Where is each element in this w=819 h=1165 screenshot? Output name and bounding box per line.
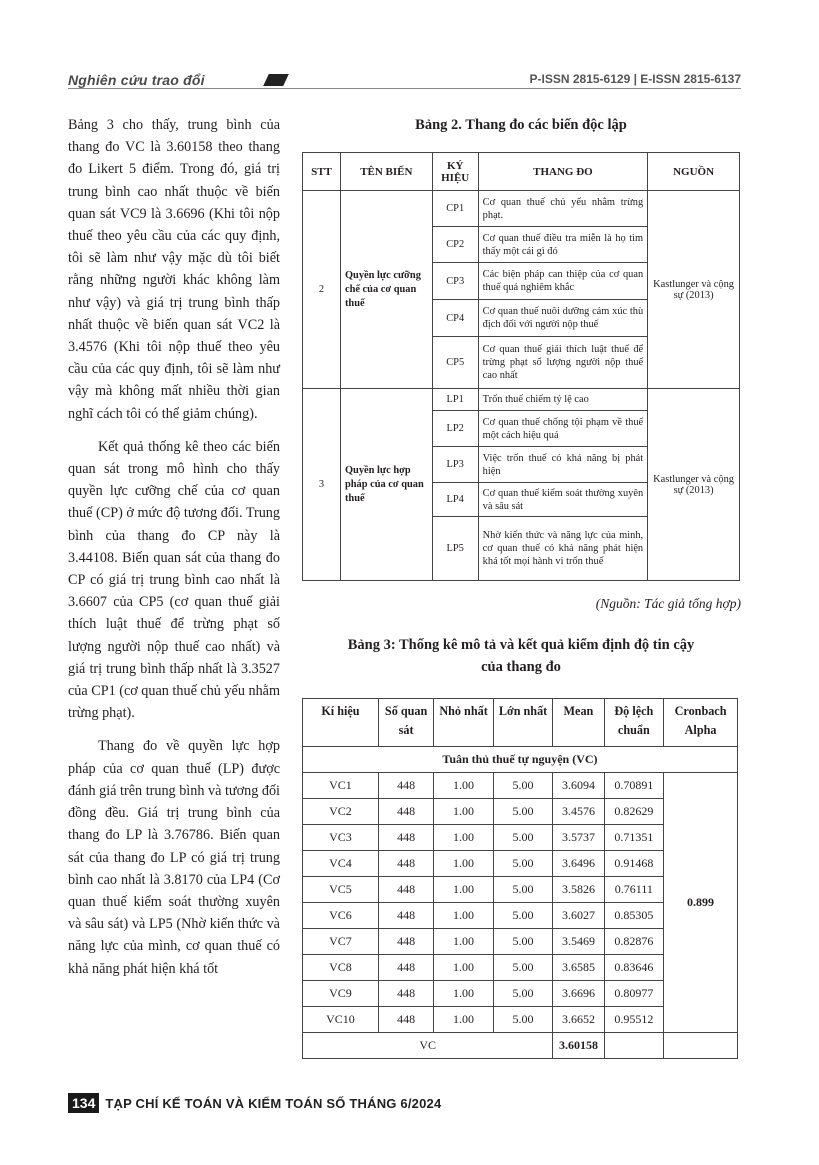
table3-header: Độ lệch chuẩn [604, 699, 664, 747]
table3-sd: 0.85305 [604, 903, 664, 929]
table2-code: CP4 [432, 300, 478, 337]
table3-count: 448 [378, 981, 433, 1007]
table2-code: LP5 [432, 517, 478, 581]
table3-min: 1.00 [434, 825, 494, 851]
table3-header: Kí hiệu [303, 699, 379, 747]
table3-min: 1.00 [434, 773, 494, 799]
table2-source: Kastlunger và cộng sự (2013) [648, 389, 740, 581]
table3-max: 5.00 [493, 981, 553, 1007]
table3-sd: 0.70891 [604, 773, 664, 799]
table3-caption-line: của thang đo [481, 659, 561, 675]
table2-source: Kastlunger và cộng sự (2013) [648, 191, 740, 389]
table3-min: 1.00 [434, 877, 494, 903]
table3-cronbach-alpha: 0.899 [664, 773, 738, 1033]
body-paragraph: Bảng 3 cho thấy, trung bình của thang đo VC là 3.60158 theo thang đo Likert 5 điểm. Trong đó, giá trị trung bình cao nhất thuộc về biến quan sát VC9 là 3.6696 (Khi tôi nộp thuế theo yêu cầu của các quy định, tôi sẽ làm như vậy mặc dù tôi biết rằng những người khác không làm như vậy) và giá trị trung bình thấp nhất thuộc về biến quan sát VC2 là 3.4576 (Khi tôi nộp thuế theo yêu cầu của các quy định, tôi sẽ làm như vậy mà không mất nhiều thời gian nghĩ cách tôi có thể giảm chúng). [68, 117, 280, 422]
table3-sd: 0.91468 [604, 851, 664, 877]
section-title: Nghiên cứu trao đổi [68, 72, 205, 88]
table3-summary-row [303, 1033, 738, 1059]
table2-caption: Bảng 2. Thang đo các biến độc lập [415, 117, 627, 133]
table3-code: VC2 [303, 799, 379, 825]
body-paragraph: Kết quả thống kê theo các biến quan sát trong mô hình cho thấy quyền lực cưỡng chế của cơ quan thuế (CP) ở mức độ tương đối. Trung bình của thang đo CP này là 3.44108. Biến quan sát của thang đo CP có giá trị trung bình cao nhất là 3.6607 của CP5 (cơ quan thuế giải thích luật thuế để trừng phạt số lượng người nộp thuế cao nhất) và giá trị trung bình thấp nhất là 3.3527 của CP1 (cơ quan thuế chủ yếu nhằm trừng phạt). [68, 438, 280, 722]
table2-scale-text: Cơ quan thuế chống tội phạm về thuế một cách hiệu quả [478, 411, 647, 447]
table3-empty-cell [604, 1033, 664, 1059]
table3-code: VC10 [303, 1007, 379, 1033]
table2-code: CP1 [432, 191, 478, 227]
table2-scale-text: Cơ quan thuế điều tra miễn là họ tìm thấy một cái gì đó [478, 227, 647, 263]
table3 [302, 698, 738, 1059]
table3-min: 1.00 [434, 955, 494, 981]
table3-code: VC3 [303, 825, 379, 851]
table2-code: LP3 [432, 447, 478, 483]
table3-mean: 3.4576 [553, 799, 604, 825]
table3-mean: 3.5469 [553, 929, 604, 955]
table2-scale-text: Cơ quan thuế nuôi dưỡng cảm xúc thù địch đối với người nộp thuế [478, 300, 647, 337]
table3-code: VC6 [303, 903, 379, 929]
table3-min: 1.00 [434, 981, 494, 1007]
table3-max: 5.00 [493, 903, 553, 929]
table3-count: 448 [378, 877, 433, 903]
journal-title: TẠP CHÍ KẾ TOÁN VÀ KIỂM TOÁN SỐ THÁNG 6/2024 [105, 1095, 442, 1111]
table3-group-row [303, 747, 738, 773]
table3-max: 5.00 [493, 877, 553, 903]
table2-variable-name: Quyền lực hợp pháp của cơ quan thuế [340, 389, 432, 581]
body-text-column [68, 114, 280, 980]
table2-header: THANG ĐO [478, 153, 647, 191]
table2-scale-text: Việc trốn thuế có khả năng bị phát hiện [478, 447, 647, 483]
table2-header: KÝ HIỆU [432, 153, 478, 191]
table3-max: 5.00 [493, 773, 553, 799]
table3-code: VC1 [303, 773, 379, 799]
table3-count: 448 [378, 1007, 433, 1033]
table3-count: 448 [378, 851, 433, 877]
table3-header: Số quan sát [378, 699, 433, 747]
table3-mean: 3.6585 [553, 955, 604, 981]
table2-code: LP1 [432, 389, 478, 411]
table3-mean: 3.5737 [553, 825, 604, 851]
table2-code: CP3 [432, 263, 478, 300]
table3-code: VC4 [303, 851, 379, 877]
table3-max: 5.00 [493, 1007, 553, 1033]
table2 [302, 152, 740, 581]
table-row [303, 773, 738, 799]
table-row [303, 389, 740, 411]
table2-scale-text: Cơ quan thuế chủ yếu nhằm trừng phạt. [478, 191, 647, 227]
table3-mean: 3.6027 [553, 903, 604, 929]
table3-sd: 0.82629 [604, 799, 664, 825]
table3-min: 1.00 [434, 851, 494, 877]
page-footer [68, 1093, 441, 1113]
table3-caption [302, 634, 740, 678]
table-row [303, 191, 740, 227]
table3-header: Nhỏ nhất [434, 699, 494, 747]
table2-header: TÊN BIẾN [340, 153, 432, 191]
table3-summary-mean: 3.60158 [553, 1033, 604, 1059]
table3-count: 448 [378, 903, 433, 929]
table2-scale-text: Các biện pháp can thiệp của cơ quan thuế quá nghiêm khắc [478, 263, 647, 300]
table2-code: LP2 [432, 411, 478, 447]
table3-sd: 0.82876 [604, 929, 664, 955]
table3-sd: 0.80977 [604, 981, 664, 1007]
table2-variable-name: Quyền lực cưỡng chế của cơ quan thuế [340, 191, 432, 389]
table3-min: 1.00 [434, 929, 494, 955]
table2-code: CP5 [432, 337, 478, 389]
table3-min: 1.00 [434, 903, 494, 929]
table3-max: 5.00 [493, 799, 553, 825]
table3-code: VC8 [303, 955, 379, 981]
table3-min: 1.00 [434, 799, 494, 825]
table3-count: 448 [378, 929, 433, 955]
table3-mean: 3.5826 [553, 877, 604, 903]
table3-header: Cronbach Alpha [664, 699, 738, 747]
table3-header: Mean [553, 699, 604, 747]
table2-scale-text: Cơ quan thuế giải thích luật thuế để trừng phạt số lượng người nộp thuế cao nhất [478, 337, 647, 389]
table3-group-title: Tuân thủ thuế tự nguyện (VC) [303, 747, 738, 773]
table2-code: LP4 [432, 483, 478, 517]
table3-code: VC7 [303, 929, 379, 955]
table2-source-note: (Nguồn: Tác giả tổng hợp) [595, 596, 741, 611]
table3-count: 448 [378, 799, 433, 825]
table2-stt: 2 [303, 191, 341, 389]
table3-max: 5.00 [493, 825, 553, 851]
table3-code: VC5 [303, 877, 379, 903]
table3-code: VC9 [303, 981, 379, 1007]
table3-max: 5.00 [493, 851, 553, 877]
table3-sd: 0.83646 [604, 955, 664, 981]
header-decoration-bar [263, 74, 289, 86]
table2-header: NGUỒN [648, 153, 740, 191]
table2-code: CP2 [432, 227, 478, 263]
table3-max: 5.00 [493, 929, 553, 955]
issn-label: P-ISSN 2815-6129 | E-ISSN 2815-6137 [529, 72, 741, 86]
table3-caption-line: Bảng 3: Thống kê mô tả và kết quả kiểm định độ tin cậy [347, 637, 695, 653]
table2-scale-text: Cơ quan thuế kiểm soát thường xuyên và sâu sát [478, 483, 647, 517]
table3-mean: 3.6652 [553, 1007, 604, 1033]
header-divider [68, 88, 741, 89]
table3-empty-cell [664, 1033, 738, 1059]
table3-mean: 3.6696 [553, 981, 604, 1007]
table3-count: 448 [378, 773, 433, 799]
table3-max: 5.00 [493, 955, 553, 981]
table3-sd: 0.76111 [604, 877, 664, 903]
table3-mean: 3.6094 [553, 773, 604, 799]
table2-stt: 3 [303, 389, 341, 581]
table3-count: 448 [378, 955, 433, 981]
table3-sd: 0.71351 [604, 825, 664, 851]
table2-scale-text: Trốn thuế chiếm tỷ lệ cao [478, 389, 647, 411]
page-number: 134 [68, 1093, 99, 1113]
table3-count: 448 [378, 825, 433, 851]
table3-sd: 0.95512 [604, 1007, 664, 1033]
table3-header: Lớn nhất [493, 699, 553, 747]
table3-summary-label: VC [303, 1033, 553, 1059]
table2-header: STT [303, 153, 341, 191]
table2-scale-text: Nhờ kiến thức và năng lực của mình, cơ quan thuế có khả năng phát hiện khá tốt mọi hành vi trốn thuế [478, 517, 647, 581]
body-paragraph: Thang đo về quyền lực hợp pháp của cơ quan thuế (LP) được đánh giá trên trung bình và tương đối đồng đều. Giá trị trung bình của thang đo LP là 3.76786. Biến quan sát của thang đo LP có giá trị trung bình cao nhất là 3.8170 của LP4 (Cơ quan thuế kiểm soát thường xuyên và sâu sát) và LP5 (Nhờ kiến thức và năng lực của mình, cơ quan thuế có khả năng phát hiện khá tốt [68, 738, 280, 977]
table3-min: 1.00 [434, 1007, 494, 1033]
table3-mean: 3.6496 [553, 851, 604, 877]
